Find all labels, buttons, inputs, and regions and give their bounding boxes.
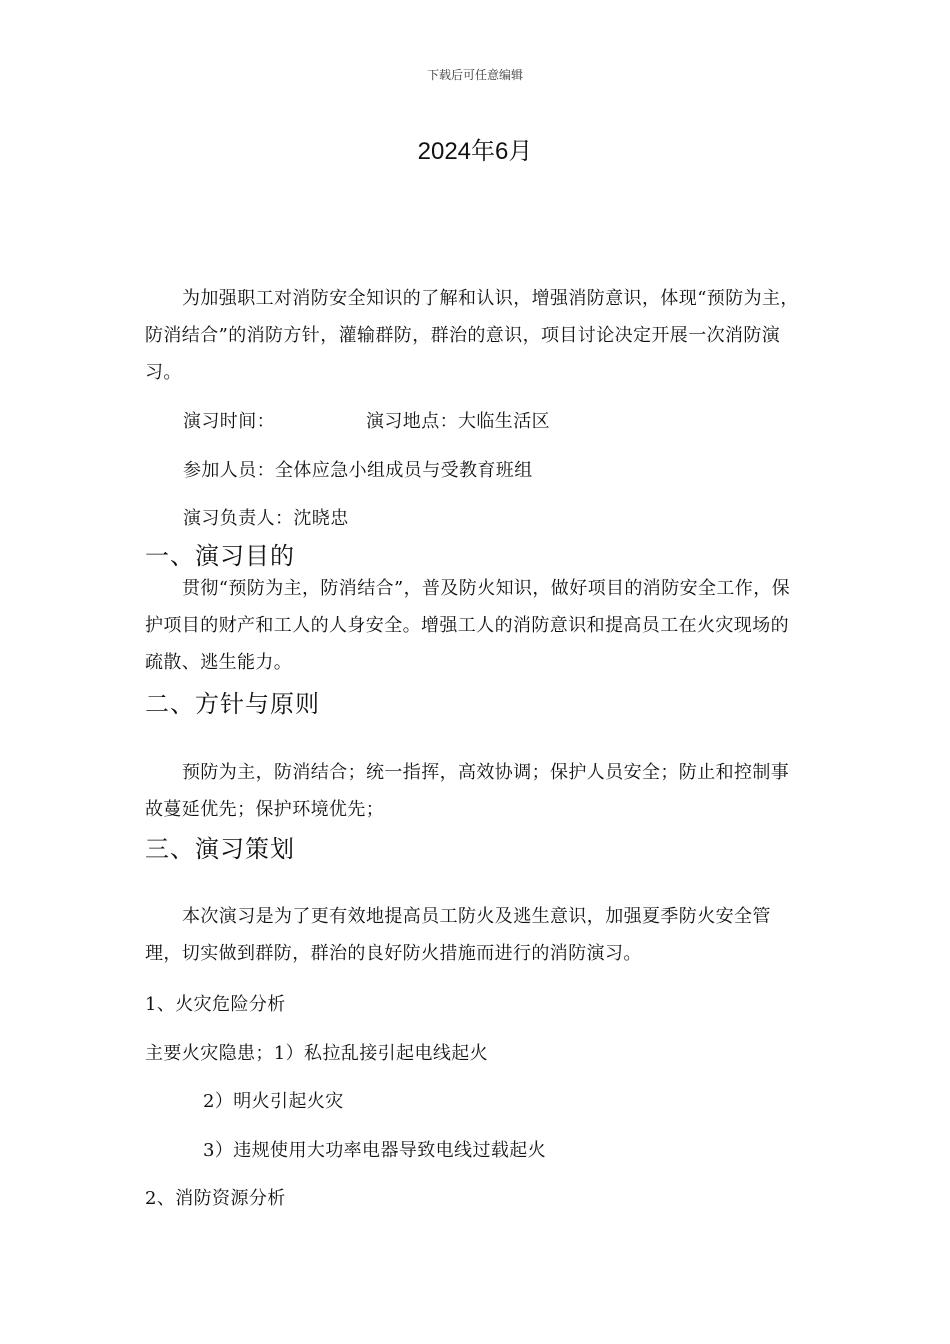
section2-paragraph: 预防为主，防消结合；统一指挥，高效协调；保护人员安全；防止和控制事故蔓延优先；保护环境优先； — [145, 762, 790, 820]
drill-time-label: 演习时间： — [183, 411, 275, 432]
item-fire-hazard-analysis: 1、火灾危险分析 — [145, 994, 286, 1015]
drill-participants: 参加人员：全体应急小组成员与受教育班组 — [183, 460, 533, 481]
section1-paragraph: 贯彻“预防为主，防消结合”，普及防火知识，做好项目的消防安全工作，保护项目的财产和工人的人身安全。增强工人的消防意识和提高员工在火灾现场的疏散、逃生能力。 — [145, 578, 791, 673]
section3-paragraph: 本次演习是为了更有效地提高员工防火及逃生意识，加强夏季防火安全管理，切实做到群防，群治的良好防火措施而进行的消防演习。 — [145, 906, 771, 964]
intro-paragraph: 为加强职工对消防安全知识的了解和认识，增强消防意识，体现“预防为主，防消结合”的消防方针，灌输群防，群治的意识，项目讨论决定开展一次消防演习。 — [145, 288, 799, 383]
section1-heading: 一、演习目的 — [145, 542, 295, 570]
drill-location: 演习地点：大临生活区 — [366, 411, 550, 432]
section2-heading: 二、方针与原则 — [145, 690, 320, 718]
item-fire-resource-analysis: 2、消防资源分析 — [145, 1188, 286, 1209]
hazard-item-1: 主要火灾隐患；1）私拉乱接引起电线起火 — [145, 1043, 489, 1064]
section3-heading: 三、演习策划 — [145, 835, 295, 863]
hazard-item-2: 2）明火引起火灾 — [203, 1091, 344, 1112]
drill-leader: 演习负责人：沈晓忠 — [183, 508, 349, 529]
hazard-item-3: 3）违规使用大功率电器导致电线过载起火 — [203, 1140, 547, 1161]
date-title: 2024年6月 — [417, 138, 533, 165]
header-note: 下载后可任意编辑 — [426, 68, 523, 82]
